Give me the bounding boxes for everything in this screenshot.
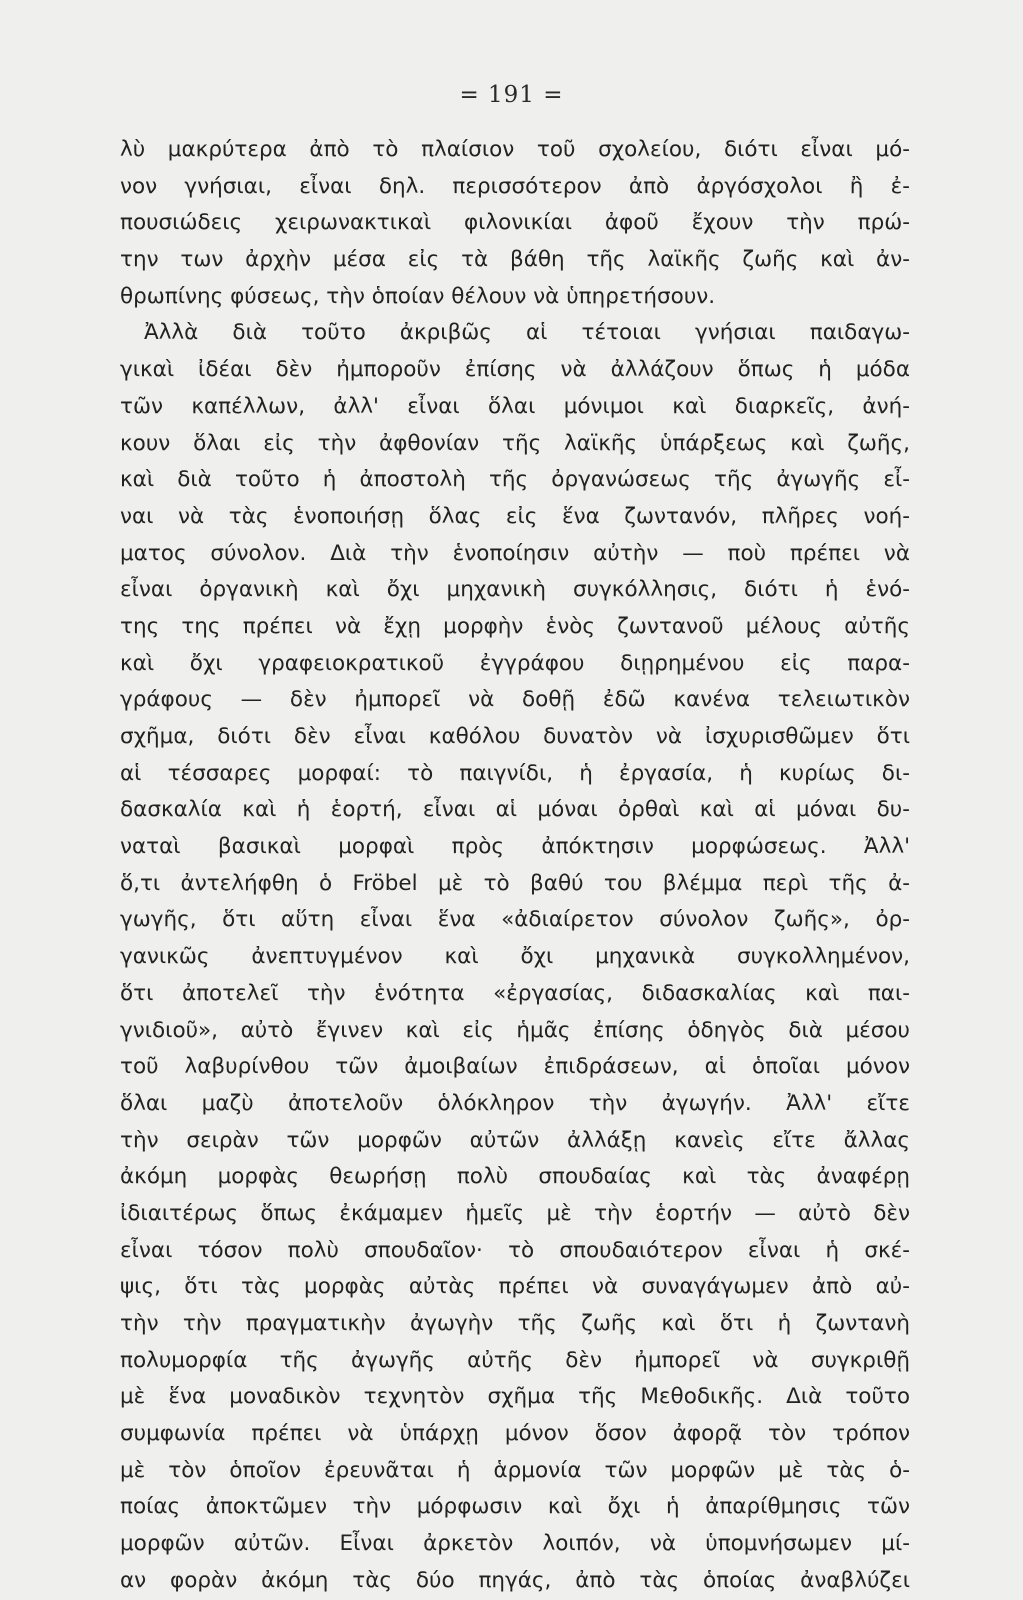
text-line: τὴν τὴν πραγματικὴν ἀγωγὴν τῆς ζωῆς καὶ ὅτι ἡ ζωντανὴ bbox=[120, 1311, 910, 1336]
text-line: γανικῶς ἀνεπτυγμένον καὶ ὄχι μηχανικὰ συγκολλημένον, bbox=[120, 944, 910, 970]
text-line: την των ἀρχὴν μέσα εἰς τὰ βάθη τῆς λαϊκῆς ζωῆς καὶ ἀν- bbox=[120, 247, 910, 273]
text-line: της της πρέπει νὰ ἔχῃ μορφὴν ἑνὸς ζωντανοῦ μέλους αὐτῆς bbox=[120, 613, 910, 639]
text-line: νον γνήσιαι, εἶναι δηλ. περισσότερον ἀπὸ ἀργόσχολοι ἢ ἐ- bbox=[120, 173, 910, 199]
text-line: θρωπίνης φύσεως, τὴν ὁποίαν θέλουν νὰ ὑπηρετήσουν. bbox=[120, 283, 716, 309]
text-line: ψις, ὅτι τὰς μορφὰς αὐτὰς πρέπει νὰ συναγάγωμεν ἀπὸ αὐ- bbox=[120, 1274, 910, 1300]
text-line: δασκαλία καὶ ἡ ἑορτή, εἶναι αἱ μόναι ὀρθαὶ καὶ αἱ μόναι δυ- bbox=[120, 797, 910, 823]
text-line: μορφῶν αὐτῶν. Εἶναι ἀρκετὸν λοιπόν, νὰ ὑπομνήσωμεν μί- bbox=[120, 1531, 910, 1557]
text-line: εἶναι ὀργανικὴ καὶ ὄχι μηχανικὴ συγκόλλησις, διότι ἡ ἑνό- bbox=[120, 577, 910, 603]
text-line: ἀκόμη μορφὰς θεωρήσῃ πολὺ σπουδαίας καὶ τὰς ἀναφέρῃ bbox=[120, 1164, 910, 1190]
text-line: ὅλαι μαζὺ ἀποτελοῦν ὁλόκληρον τὴν ἀγωγήν. Ἀλλ' εἴτε bbox=[120, 1090, 910, 1116]
body-text bbox=[120, 132, 910, 1600]
page-number: = 191 = bbox=[459, 82, 564, 108]
text-line: σχῆμα, διότι δὲν εἶναι καθόλου δυνατὸν νὰ ἰσχυρισθῶμεν ὅτι bbox=[120, 724, 910, 749]
text-line: καὶ ὄχι γραφειοκρατικοῦ ἐγγράφου διῃρημένου εἰς παρα- bbox=[120, 650, 910, 676]
text-line: γωγῆς, ὅτι αὕτη εἶναι ἕνα «ἀδιαίρετον σύνολον ζωῆς», ὀρ- bbox=[120, 907, 910, 933]
text-line: ματος σύνολον. Διὰ τὴν ἑνοποίησιν αὐτὴν — ποὺ πρέπει νὰ bbox=[120, 540, 910, 566]
text-line: γνιδιοῦ», αὐτὸ ἔγινεν καὶ εἰς ἡμᾶς ἐπίσης ὁδηγὸς διὰ μέσου bbox=[120, 1017, 910, 1043]
text-line: αν φορὰν ἀκόμη τὰς δύο πηγάς, ἀπὸ τὰς ὁποίας ἀναβλύζει bbox=[120, 1567, 910, 1593]
text-line: λὺ μακρύτερα ἀπὸ τὸ πλαίσιον τοῦ σχολείου, διότι εἶναι μό- bbox=[120, 137, 910, 162]
text-line: ὅτι ἀποτελεῖ τὴν ἑνότητα «ἐργασίας, διδασκαλίας καὶ παι- bbox=[120, 980, 910, 1006]
text-line: ἰδιαιτέρως ὅπως ἐκάμαμεν ἡμεῖς μὲ τὴν ἑορτήν — αὐτὸ δὲν bbox=[120, 1200, 910, 1226]
text-line: ποίας ἀποκτῶμεν τὴν μόρφωσιν καὶ ὄχι ἡ ἀπαρίθμησις τῶν bbox=[120, 1494, 910, 1520]
text-line: ὅ,τι ἀντελήφθη ὁ Fröbel μὲ τὸ βαθύ του βλέμμα περὶ τῆς ἀ- bbox=[120, 870, 910, 896]
text-line: γικαὶ ἰδέαι δὲν ἠμποροῦν ἐπίσης νὰ ἀλλάζουν ὅπως ἡ μόδα bbox=[120, 357, 910, 383]
text-line: μὲ ἕνα μοναδικὸν τεχνητὸν σχῆμα τῆς Μεθοδικῆς. Διὰ τοῦτο bbox=[120, 1384, 910, 1410]
text-line: ναι νὰ τὰς ἑνοποιήσῃ ὅλας εἰς ἕνα ζωντανόν, πλῆρες νοή- bbox=[120, 503, 910, 529]
text-line: ναταὶ βασικαὶ μορφαὶ πρὸς ἀπόκτησιν μορφώσεως. Ἀλλ' bbox=[120, 834, 910, 860]
text-line: Ἀλλὰ διὰ τοῦτο ἀκριβῶς αἱ τέτοιαι γνήσιαι παιδαγω- bbox=[144, 320, 910, 346]
text-line: εἶναι τόσον πολὺ σπουδαῖον· τὸ σπουδαιότερον εἶναι ἡ σκέ- bbox=[120, 1237, 910, 1263]
text-line: τὴν σειρὰν τῶν μορφῶν αὐτῶν ἀλλάξῃ κανεὶς εἴτε ἄλλας bbox=[120, 1127, 910, 1153]
text-line: πουσιώδεις χειρωνακτικαὶ φιλονικίαι ἀφοῦ ἔχουν τὴν πρώ- bbox=[120, 210, 910, 236]
text-line: πολυμορφία τῆς ἀγωγῆς αὐτῆς δὲν ἠμπορεῖ νὰ συγκριθῇ bbox=[120, 1347, 910, 1373]
text-line: καὶ διὰ τοῦτο ἡ ἀποστολὴ τῆς ὀργανώσεως τῆς ἀγωγῆς εἶ- bbox=[120, 467, 910, 493]
text-line: κουν ὅλαι εἰς τὴν ἀφθονίαν τῆς λαϊκῆς ὑπάρξεως καὶ ζωῆς, bbox=[120, 430, 910, 456]
text-line: τῶν καπέλλων, ἀλλ' εἶναι ὅλαι μόνιμοι καὶ διαρκεῖς, ἀνή- bbox=[120, 393, 910, 419]
text-line: μὲ τὸν ὁποῖον ἐρευνᾶται ἡ ἁρμονία τῶν μορφῶν μὲ τὰς ὁ- bbox=[120, 1457, 910, 1483]
text-line: τοῦ λαβυρίνθου τῶν ἀμοιβαίων ἐπιδράσεων, αἱ ὁποῖαι μόνον bbox=[120, 1054, 910, 1080]
text-line: συμφωνία πρέπει νὰ ὑπάρχῃ μόνον ὅσον ἀφορᾷ τὸν τρόπον bbox=[120, 1421, 910, 1447]
text-line: γράφους — δὲν ἠμπορεῖ νὰ δοθῇ ἐδῶ κανένα τελειωτικὸν bbox=[120, 687, 910, 713]
text-line: αἱ τέσσαρες μορφαί: τὸ παιγνίδι, ἡ ἐργασία, ἡ κυρίως δι- bbox=[120, 760, 910, 786]
